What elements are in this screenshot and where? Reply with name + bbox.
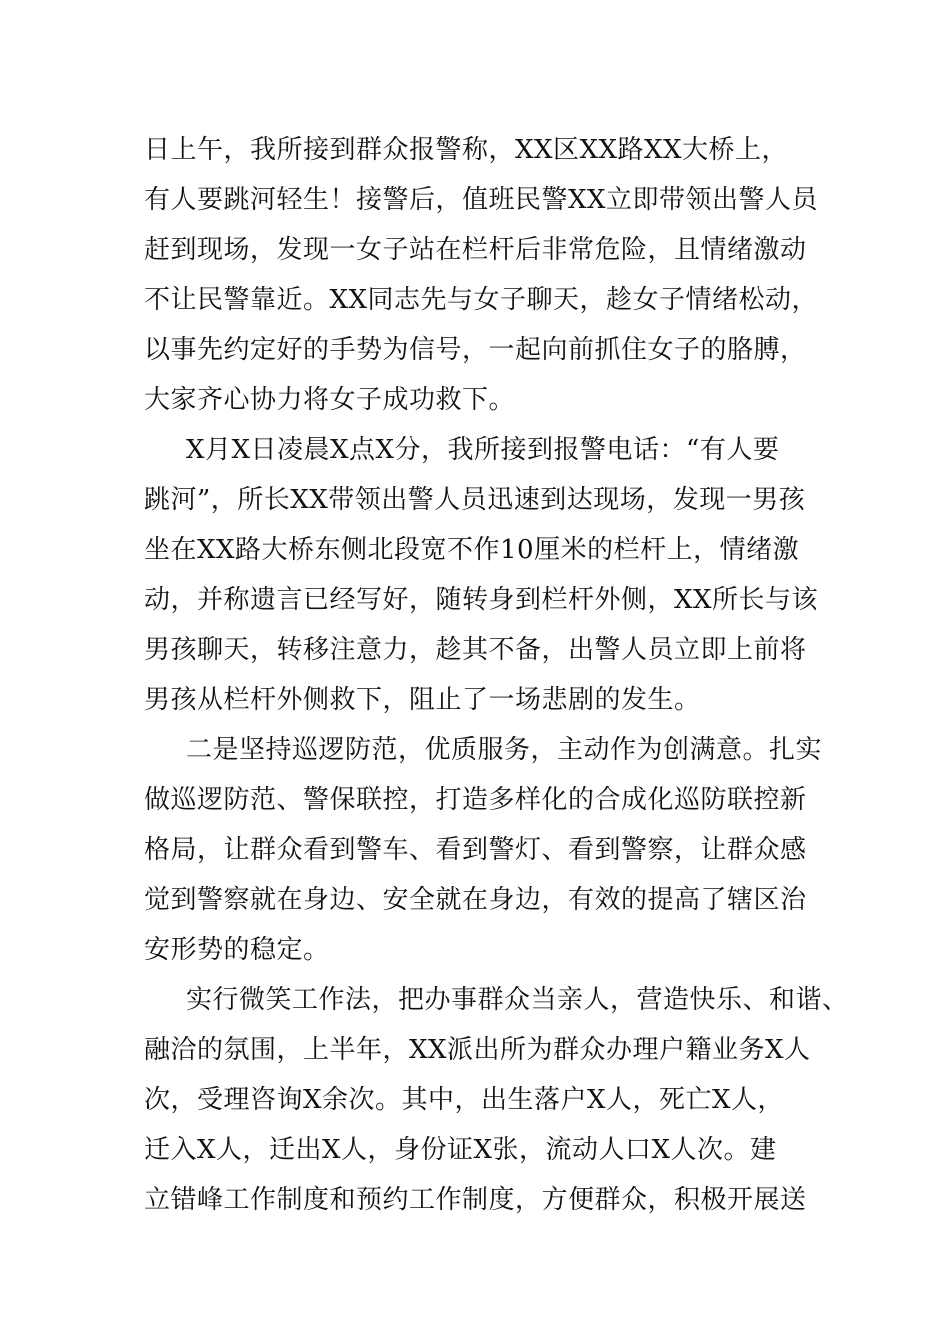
text-line: 立错峰工作制度和预约工作制度，方便群众，积极开展送 [144, 1185, 807, 1215]
text-line: 格局，让群众看到警车、看到警灯、看到警察，让群众感 [144, 835, 807, 865]
text-line: 做巡逻防范、警保联控，打造多样化的合成化巡防联控新 [144, 785, 807, 815]
text-line: 安形势的稳定。 [144, 935, 330, 965]
text-line: 大家齐心协力将女子成功救下。 [144, 385, 516, 415]
paragraph-first-line: X月X日凌晨X点X分，我所接到报警电话：“有人要 [186, 435, 780, 465]
text-line: 有人要跳河轻生！接警后，值班民警XX立即带领出警人员 [144, 185, 819, 215]
text-line: 觉到警察就在身边、安全就在身边，有效的提高了辖区治 [144, 885, 807, 915]
text-line: 不让民警靠近。XX同志先与女子聊天，趁女子情绪松动， [144, 285, 819, 315]
text-line: 日上午，我所接到群众报警称，XX区XX路XX大桥上， [144, 135, 789, 165]
text-line: 融洽的氛围，上半年，XX派出所为群众办理户籍业务X人 [144, 1035, 811, 1065]
text-line: 次，受理咨询X余次。其中，出生落户X人，死亡X人， [144, 1085, 785, 1115]
paragraph-first-line: 实行微笑工作法，把办事群众当亲人，营造快乐、和谐、 [186, 985, 849, 1015]
text-line: 以事先约定好的手势为信号，一起向前抓住女子的胳膊， [144, 335, 807, 365]
text-line: 动，并称遗言已经写好，随转身到栏杆外侧，XX所长与该 [144, 585, 819, 615]
text-line: 坐在XX路大桥东侧北段宽不作10厘米的栏杆上，情绪激 [144, 535, 800, 565]
text-line: 迁入X人，迁出X人，身份证X张，流动人口X人次。建 [144, 1135, 777, 1165]
text-line: 男孩从栏杆外侧救下，阻止了一场悲剧的发生。 [144, 685, 701, 715]
paragraph-first-line: 二是坚持巡逻防范，优质服务，主动作为创满意。扎实 [186, 735, 823, 765]
text-line: 跳河”，所长XX带领出警人员迅速到达现场，发现一男孩 [144, 485, 806, 515]
text-line: 赶到现场，发现一女子站在栏杆后非常危险，且情绪激动 [144, 235, 807, 265]
text-line: 男孩聊天，转移注意力，趁其不备，出警人员立即上前将 [144, 635, 807, 665]
